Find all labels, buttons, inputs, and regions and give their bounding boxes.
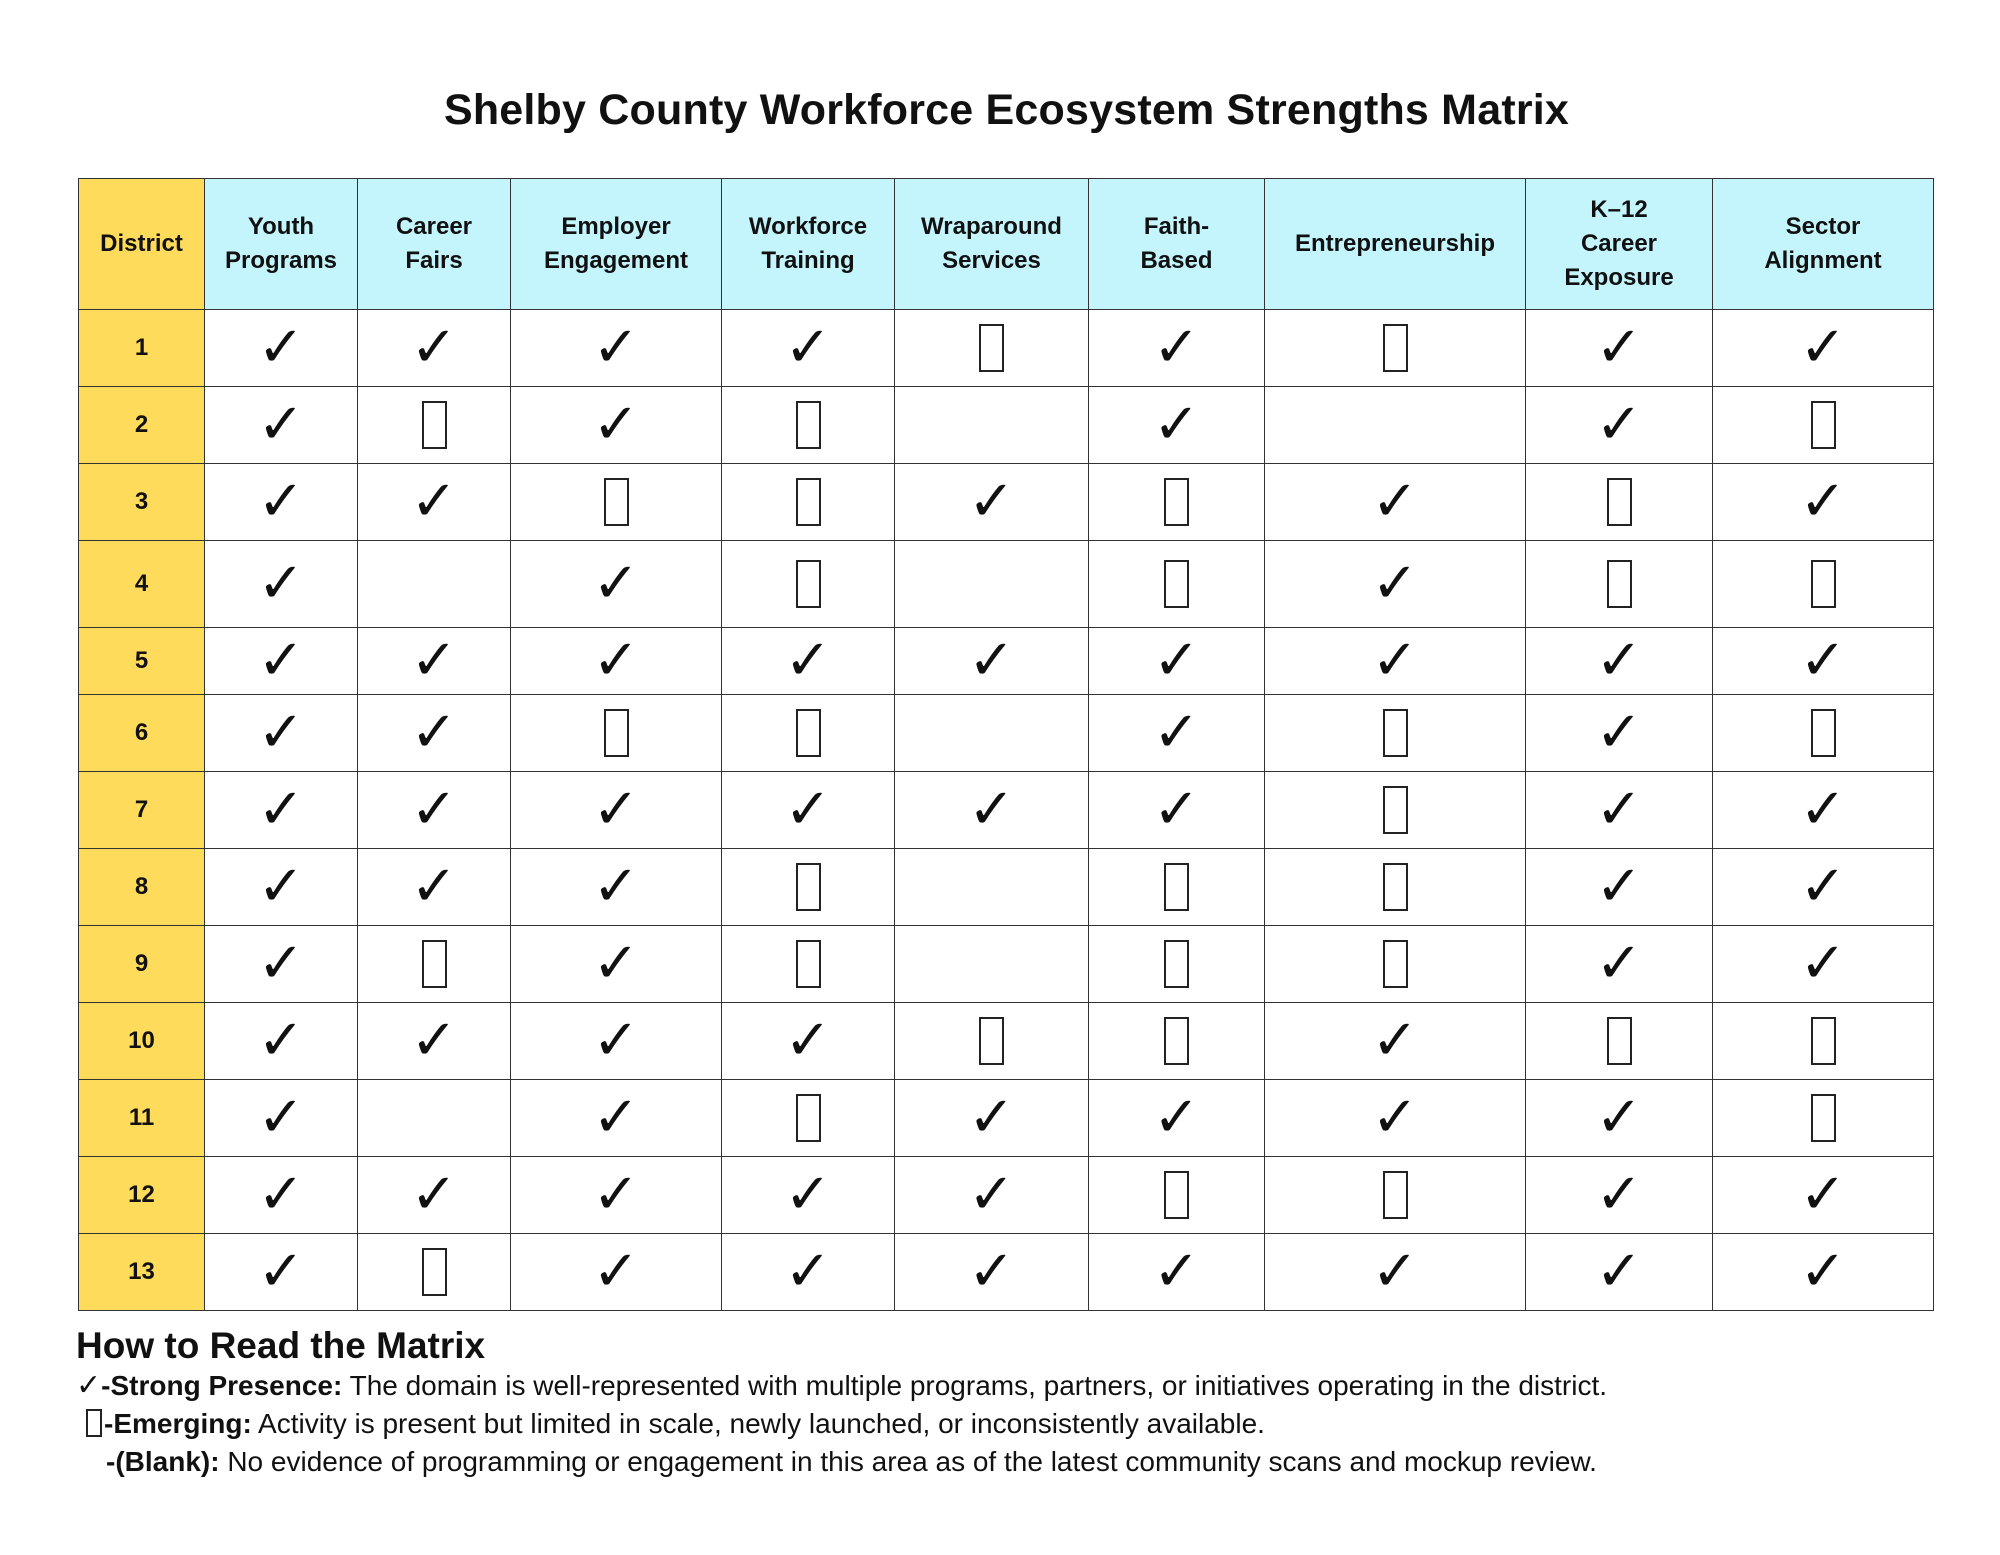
emerging-box-icon: [796, 709, 821, 757]
emerging-box-icon: [1383, 786, 1408, 834]
matrix-cell-strong: [1526, 1157, 1713, 1234]
matrix-cell-strong: [205, 926, 358, 1003]
matrix-cell-strong: [511, 926, 722, 1003]
emerging-box-icon: [1164, 478, 1189, 526]
matrix-cell-strong: [1089, 695, 1265, 772]
matrix-cell-strong: [1713, 310, 1934, 387]
matrix-cell-strong: [722, 1003, 895, 1080]
district-cell: 9: [79, 926, 205, 1003]
check-icon: ✓: [410, 700, 458, 765]
matrix-cell-strong: [1526, 926, 1713, 1003]
matrix-cell-blank: [895, 926, 1089, 1003]
matrix-cell-strong: [358, 628, 511, 695]
check-icon: ✓: [592, 628, 640, 693]
matrix-cell-strong: [511, 310, 722, 387]
matrix-cell-strong: [1713, 464, 1934, 541]
emerging-box-icon: [1811, 401, 1836, 449]
matrix-cell-blank: [1265, 387, 1526, 464]
matrix-cell-strong: [722, 310, 895, 387]
check-icon: ✓: [968, 1239, 1015, 1304]
emerging-box-icon: [1383, 324, 1408, 372]
matrix-cell-strong: [1265, 464, 1526, 541]
check-icon: ✓: [257, 1085, 305, 1150]
column-header: Sector Alignment: [1713, 179, 1934, 310]
column-header: K–12 Career Exposure: [1526, 179, 1713, 310]
matrix-cell-strong: [358, 464, 511, 541]
matrix-cell-emerging: [1265, 1157, 1526, 1234]
matrix-cell-strong: [205, 1234, 358, 1311]
check-icon: ✓: [1153, 628, 1200, 693]
check-icon: ✓: [1595, 315, 1643, 380]
emerging-box-icon: [979, 324, 1004, 372]
matrix-cell-strong: [205, 387, 358, 464]
check-icon: ✓: [257, 931, 305, 996]
matrix-cell-emerging: [358, 926, 511, 1003]
district-header: District: [79, 179, 205, 310]
check-icon: ✓: [592, 551, 640, 616]
check-icon: ✓: [257, 700, 305, 765]
matrix-cell-strong: [205, 849, 358, 926]
matrix-cell-emerging: [1265, 310, 1526, 387]
check-icon: ✓: [1371, 551, 1419, 616]
page-title: Shelby County Workforce Ecosystem Strengths Matrix: [443, 86, 1570, 134]
check-icon: ✓: [1153, 1085, 1200, 1150]
district-cell: 10: [79, 1003, 205, 1080]
emerging-box-icon: [1383, 940, 1408, 988]
matrix-cell-strong: [1089, 387, 1265, 464]
column-header: Youth Programs: [205, 179, 358, 310]
check-icon: ✓: [1371, 628, 1419, 693]
matrix-cell-strong: [1089, 772, 1265, 849]
check-icon: ✓: [1595, 1239, 1643, 1304]
matrix-cell-emerging: [358, 387, 511, 464]
emerging-box-icon: [1811, 560, 1836, 608]
matrix-cell-strong: [895, 464, 1089, 541]
check-icon: ✓: [592, 392, 640, 457]
legend-label: -Strong Presence:: [101, 1370, 343, 1401]
emerging-box-icon: [604, 478, 629, 526]
column-header: Workforce Training: [722, 179, 895, 310]
matrix-cell-strong: [722, 628, 895, 695]
check-icon: ✓: [592, 931, 640, 996]
matrix-cell-emerging: [722, 926, 895, 1003]
check-icon: ✓: [257, 469, 305, 534]
legend-item-strong: [76, 1367, 1976, 1405]
district-cell: 12: [79, 1157, 205, 1234]
matrix-cell-emerging: [1713, 541, 1934, 628]
check-icon: ✓: [257, 1008, 305, 1073]
matrix-cell-strong: [1526, 849, 1713, 926]
matrix-cell-emerging: [1089, 1003, 1265, 1080]
check-icon: ✓: [1799, 931, 1847, 996]
check-icon: ✓: [1595, 628, 1643, 693]
matrix-cell-emerging: [722, 387, 895, 464]
matrix-cell-strong: [358, 310, 511, 387]
district-cell: 7: [79, 772, 205, 849]
check-icon: ✓: [410, 777, 458, 842]
matrix-cell-strong: [511, 1080, 722, 1157]
matrix-cell-emerging: [1713, 387, 1934, 464]
legend-item-blank: [76, 1443, 1976, 1481]
matrix-cell-strong: [205, 310, 358, 387]
check-icon: ✓: [257, 1239, 305, 1304]
matrix-cell-strong: [1089, 628, 1265, 695]
check-icon: ✓: [410, 854, 458, 919]
matrix-cell-strong: [722, 1157, 895, 1234]
emerging-box-icon: [1383, 1171, 1408, 1219]
district-cell: 8: [79, 849, 205, 926]
matrix-cell-strong: [358, 695, 511, 772]
table-row: [79, 695, 1934, 772]
matrix-cell-emerging: [1265, 849, 1526, 926]
matrix-cell-emerging: [1526, 1003, 1713, 1080]
matrix-cell-emerging: [1089, 464, 1265, 541]
emerging-box-icon: [1811, 709, 1836, 757]
check-icon: ✓: [592, 854, 640, 919]
check-icon: ✓: [1371, 1239, 1419, 1304]
matrix-cell-strong: [511, 1234, 722, 1311]
matrix-cell-blank: [895, 541, 1089, 628]
column-header: Employer Engagement: [511, 179, 722, 310]
district-cell: 2: [79, 387, 205, 464]
emerging-box-icon: [86, 1409, 102, 1437]
check-icon: ✓: [784, 628, 832, 693]
matrix-cell-emerging: [895, 1003, 1089, 1080]
emerging-box-icon: [604, 709, 629, 757]
emerging-box-icon: [796, 401, 821, 449]
matrix-cell-emerging: [1265, 926, 1526, 1003]
check-icon: ✓: [1153, 392, 1200, 457]
matrix-cell-strong: [722, 1234, 895, 1311]
check-icon: ✓: [257, 1162, 305, 1227]
check-icon: ✓: [784, 1162, 832, 1227]
legend-heading: How to Read the Matrix: [76, 1325, 486, 1366]
matrix-cell-strong: [358, 849, 511, 926]
matrix-cell-strong: [511, 772, 722, 849]
check-icon: ✓: [968, 777, 1015, 842]
check-icon: ✓: [410, 1162, 458, 1227]
emerging-box-icon: [1383, 863, 1408, 911]
check-icon: ✓: [784, 1239, 832, 1304]
check-icon: ✓: [1595, 1085, 1643, 1150]
check-icon: ✓: [1799, 628, 1847, 693]
emerging-box-icon: [1811, 1094, 1836, 1142]
check-icon: ✓: [257, 854, 305, 919]
emerging-box-icon: [422, 1248, 447, 1296]
check-icon: ✓: [968, 469, 1015, 534]
matrix-cell-strong: [205, 464, 358, 541]
check-icon: ✓: [410, 315, 458, 380]
matrix-cell-strong: [1526, 310, 1713, 387]
check-icon: ✓: [1595, 931, 1643, 996]
matrix-cell-emerging: [1089, 926, 1265, 1003]
check-icon: ✓: [410, 469, 458, 534]
matrix-cell-strong: [1713, 1234, 1934, 1311]
check-icon: ✓: [1595, 700, 1643, 765]
check-icon: ✓: [1799, 854, 1847, 919]
matrix-cell-strong: [1713, 628, 1934, 695]
matrix-cell-strong: [1089, 1234, 1265, 1311]
legend-text: The domain is well-represented with multiple programs, partners, or initiatives operating in the district.: [342, 1370, 1608, 1401]
matrix-cell-strong: [511, 1157, 722, 1234]
matrix-cell-strong: [1265, 541, 1526, 628]
legend-text: No evidence of programming or engagement in this area as of the latest community scans and mockup review.: [219, 1446, 1597, 1477]
check-icon: ✓: [410, 628, 458, 693]
matrix-cell-strong: [1089, 1080, 1265, 1157]
matrix-cell-emerging: [722, 1080, 895, 1157]
matrix-cell-blank: [895, 849, 1089, 926]
matrix-cell-emerging: [1526, 541, 1713, 628]
matrix-cell-strong: [511, 1003, 722, 1080]
matrix-cell-strong: [1526, 387, 1713, 464]
matrix-cell-strong: [895, 1157, 1089, 1234]
check-icon: ✓: [1799, 1239, 1847, 1304]
matrix-body: [79, 310, 1934, 1311]
district-cell: 5: [79, 628, 205, 695]
check-icon: ✓: [1153, 1239, 1200, 1304]
table-row: [79, 387, 1934, 464]
legend: [76, 1325, 1976, 1481]
column-header: Wraparound Services: [895, 179, 1089, 310]
table-row: [79, 849, 1934, 926]
check-icon: ✓: [784, 1008, 832, 1073]
legend-label: -(Blank):: [106, 1446, 220, 1477]
matrix-cell-strong: [511, 387, 722, 464]
check-icon: ✓: [1799, 469, 1847, 534]
table-row: [79, 1080, 1934, 1157]
matrix-cell-emerging: [722, 541, 895, 628]
check-icon: ✓: [1799, 777, 1847, 842]
matrix-cell-emerging: [1713, 1080, 1934, 1157]
emerging-box-icon: [1164, 863, 1189, 911]
column-header: Faith-Based: [1089, 179, 1265, 310]
emerging-box-icon: [422, 401, 447, 449]
legend-label: -Emerging:: [104, 1408, 252, 1439]
legend-text: Activity is present but limited in scale, newly launched, or inconsistently available.: [251, 1408, 1265, 1439]
check-icon: ✓: [1595, 392, 1643, 457]
matrix-cell-emerging: [1089, 541, 1265, 628]
table-row: [79, 1234, 1934, 1311]
check-icon: ✓: [1153, 777, 1200, 842]
header-row: [79, 179, 1934, 310]
check-icon: ✓: [257, 315, 305, 380]
matrix-cell-blank: [358, 1080, 511, 1157]
check-icon: ✓: [1595, 777, 1643, 842]
check-icon: ✓: [1153, 700, 1200, 765]
emerging-box-icon: [796, 478, 821, 526]
check-icon: ✓: [1371, 1008, 1419, 1073]
district-cell: 13: [79, 1234, 205, 1311]
matrix-cell-strong: [1089, 310, 1265, 387]
check-icon: ✓: [1371, 469, 1419, 534]
district-cell: 4: [79, 541, 205, 628]
check-icon: ✓: [257, 777, 305, 842]
check-icon: ✓: [592, 1008, 640, 1073]
check-icon: ✓: [968, 1162, 1015, 1227]
matrix-cell-emerging: [722, 464, 895, 541]
check-icon: ✓: [968, 628, 1015, 693]
check-icon: ✓: [1371, 1085, 1419, 1150]
matrix-cell-strong: [358, 1003, 511, 1080]
matrix-cell-emerging: [511, 464, 722, 541]
matrix-cell-emerging: [1089, 849, 1265, 926]
district-cell: 6: [79, 695, 205, 772]
matrix-cell-strong: [895, 1080, 1089, 1157]
matrix-cell-strong: [1265, 1080, 1526, 1157]
emerging-box-icon: [1607, 560, 1632, 608]
emerging-box-icon: [1164, 1171, 1189, 1219]
check-icon: ✓: [592, 315, 640, 380]
table-row: [79, 1003, 1934, 1080]
matrix-cell-strong: [511, 628, 722, 695]
emerging-box-icon: [796, 940, 821, 988]
check-icon: ✓: [784, 315, 832, 380]
emerging-box-icon: [1607, 1017, 1632, 1065]
matrix-cell-strong: [358, 1157, 511, 1234]
matrix-cell-strong: [1713, 849, 1934, 926]
table-row: [79, 310, 1934, 387]
matrix-cell-blank: [895, 387, 1089, 464]
matrix-cell-strong: [511, 541, 722, 628]
matrix-cell-blank: [358, 541, 511, 628]
matrix-cell-emerging: [722, 695, 895, 772]
emerging-box-icon: [796, 1094, 821, 1142]
emerging-box-icon: [1383, 709, 1408, 757]
check-icon: ✓: [592, 777, 640, 842]
column-header: Career Fairs: [358, 179, 511, 310]
strengths-matrix-table: [78, 178, 1934, 1311]
matrix-cell-emerging: [1713, 1003, 1934, 1080]
matrix-cell-emerging: [895, 310, 1089, 387]
table-row: [79, 1157, 1934, 1234]
matrix-cell-strong: [205, 695, 358, 772]
matrix-cell-emerging: [722, 849, 895, 926]
matrix-cell-strong: [1526, 1080, 1713, 1157]
district-cell: 11: [79, 1080, 205, 1157]
column-header: Entrepreneurship: [1265, 179, 1526, 310]
check-icon: ✓: [1595, 854, 1643, 919]
emerging-box-icon: [1164, 940, 1189, 988]
matrix-cell-strong: [205, 541, 358, 628]
matrix-cell-strong: [1713, 1157, 1934, 1234]
district-cell: 1: [79, 310, 205, 387]
emerging-box-icon: [1607, 478, 1632, 526]
emerging-box-icon: [1811, 1017, 1836, 1065]
matrix-cell-emerging: [1265, 695, 1526, 772]
matrix-cell-emerging: [511, 695, 722, 772]
check-icon: ✓: [1799, 315, 1847, 380]
check-icon: ✓: [410, 1008, 458, 1073]
check-icon: ✓: [1799, 1162, 1847, 1227]
table-row: [79, 628, 1934, 695]
matrix-cell-strong: [1526, 628, 1713, 695]
matrix-cell-emerging: [1089, 1157, 1265, 1234]
table-row: [79, 541, 1934, 628]
matrix-cell-emerging: [1265, 772, 1526, 849]
emerging-box-icon: [1164, 1017, 1189, 1065]
matrix-cell-emerging: [1526, 464, 1713, 541]
legend-item-emerging: [76, 1405, 1976, 1443]
emerging-box-icon: [1164, 560, 1189, 608]
matrix-cell-strong: [722, 772, 895, 849]
check-icon: ✓: [1595, 1162, 1643, 1227]
matrix-cell-strong: [1526, 695, 1713, 772]
check-icon: ✓: [968, 1085, 1015, 1150]
check-icon: ✓: [592, 1239, 640, 1304]
matrix-cell-strong: [1526, 1234, 1713, 1311]
check-icon: ✓: [257, 551, 305, 616]
district-cell: 3: [79, 464, 205, 541]
check-icon: ✓: [1153, 315, 1200, 380]
check-icon: ✓: [592, 1085, 640, 1150]
matrix-cell-strong: [895, 772, 1089, 849]
matrix-cell-strong: [205, 1003, 358, 1080]
check-icon: ✓: [592, 1162, 640, 1227]
table-row: [79, 926, 1934, 1003]
table-row: [79, 464, 1934, 541]
matrix-cell-strong: [205, 628, 358, 695]
matrix-cell-strong: [1265, 1234, 1526, 1311]
check-icon: ✓: [784, 777, 832, 842]
matrix-cell-strong: [1713, 926, 1934, 1003]
matrix-cell-strong: [1265, 628, 1526, 695]
matrix-cell-strong: [1265, 1003, 1526, 1080]
check-icon: ✓: [257, 628, 305, 693]
matrix-cell-strong: [1713, 772, 1934, 849]
table-row: [79, 772, 1934, 849]
check-icon: ✓: [76, 1368, 102, 1403]
emerging-box-icon: [979, 1017, 1004, 1065]
matrix-cell-strong: [205, 1080, 358, 1157]
emerging-box-icon: [422, 940, 447, 988]
matrix-cell-emerging: [1713, 695, 1934, 772]
matrix-cell-emerging: [358, 1234, 511, 1311]
emerging-box-icon: [796, 863, 821, 911]
matrix-cell-strong: [205, 1157, 358, 1234]
matrix-cell-strong: [1526, 772, 1713, 849]
matrix-cell-strong: [358, 772, 511, 849]
check-icon: ✓: [257, 392, 305, 457]
emerging-box-icon: [796, 560, 821, 608]
matrix-cell-strong: [205, 772, 358, 849]
matrix-cell-strong: [511, 849, 722, 926]
matrix-cell-strong: [895, 1234, 1089, 1311]
matrix-cell-strong: [895, 628, 1089, 695]
matrix-cell-blank: [895, 695, 1089, 772]
